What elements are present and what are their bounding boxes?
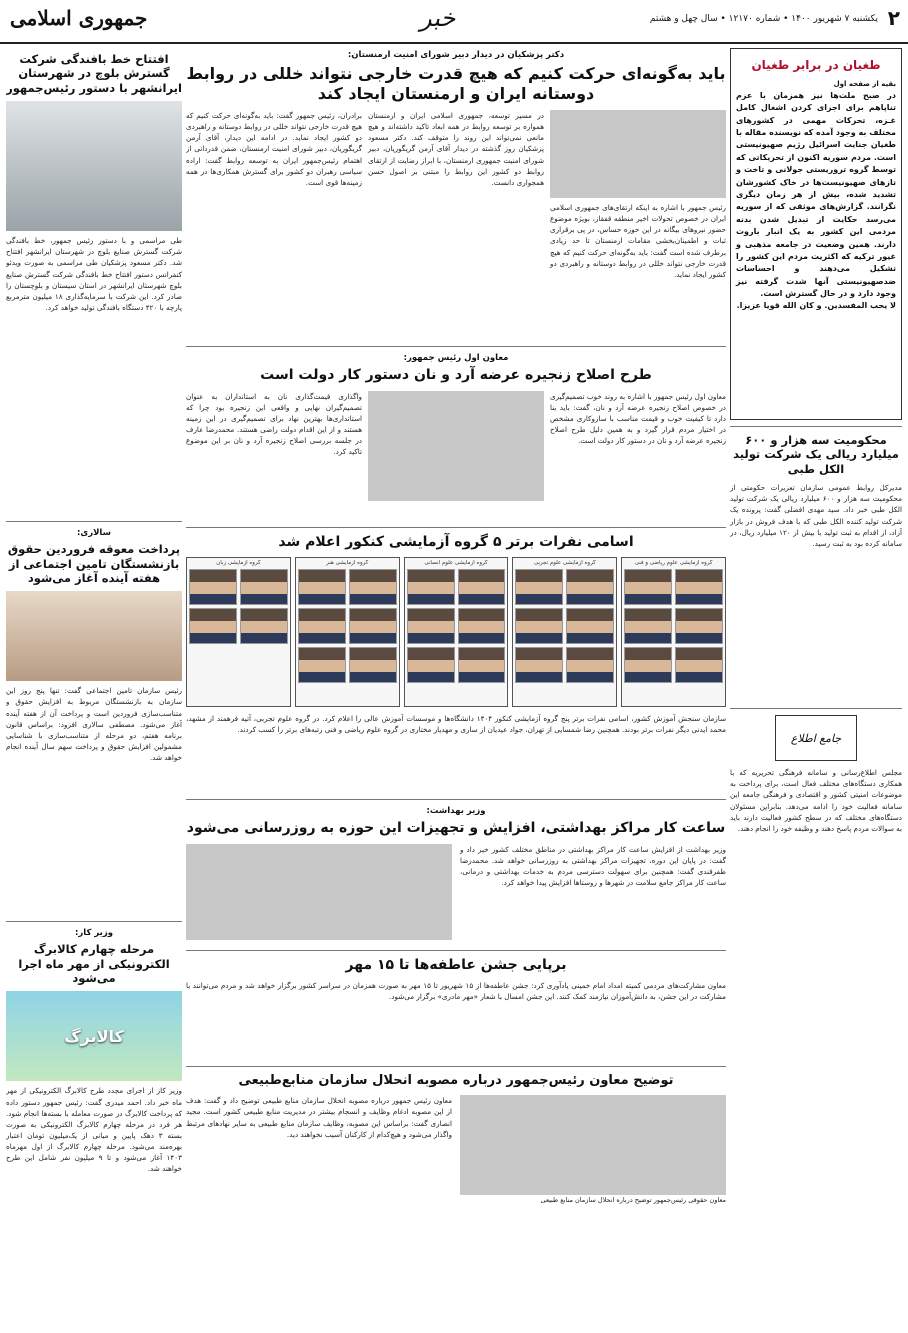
konkur-text: سازمان سنجش آموزش کشور، اسامی نفرات برتر پنج گروه آزمایشی کنکور ۱۴۰۴ دانشگاه‌ها و موسسات آموزش عالی را اعلام کرد. در گروه علوم تجربی، آتیه فرهمند از مشهد، محمد ایدنی دیگر نفرات برتر بودند. همچنین رضا شمسایی از تهران، جواد عیدیان از ساری و مهدیار مختاری در گروه علوم ریاضی و فنی رتبه‌های برتر را کسب کردند. xyxy=(186,714,726,735)
factory-headline: افتتاح خط بافندگی شرکت گسترش بلوچ در شهرستان ایرانشهر با دستور رئیس‌جمهور xyxy=(6,52,182,95)
konkur-table xyxy=(621,557,726,707)
section-title: خبر xyxy=(420,4,456,32)
main-text-c: برادران، رئیس جمهور گفت: باید به‌گونه‌ای حرکت کنیم که هیچ قدرت خارجی نتواند خللی در روابط دوستانه و راهبردی دو کشور ایجاد نماید. در ادامه این دیدار، آقای آرمن گریگوریان، دبیر شورای امنیت ارمنستان، ضمن قدردانی از اهتمام رئیس‌جمهور ایران به توسعه روابط گفت: اراده سیاسی رهبران دو کشور برای گسترش همکاری‌ها در همه زمینه‌ها قوی است. xyxy=(186,111,362,187)
right-column xyxy=(730,48,902,1328)
editorial-title: طغیان در برابر طغیان xyxy=(751,58,881,72)
bread-text-b: واگذاری قیمت‌گذاری نان به استانداران به عنوان تصمیم‌گیران نهایی و واقعی این زنجیره بود چرا که استانداری‌ها بهترین نهاد برای تصمیم‌گیری در این زمینه هستند و از این اقدام دولت راضی هستند. محمدرضا عارف در جلسه بررسی اصلاح زنجیره آرد و نان بر این موضوع تاکید کرد. xyxy=(186,391,362,457)
konkur-table-title: گروه آزمایشی زبان xyxy=(216,560,261,566)
bread-headline: طرح اصلاح زنجیره عرضه آرد و نان دستور کار دولت است xyxy=(260,367,652,383)
pension-photo xyxy=(6,591,182,681)
konkur-table-title: گروه آزمایشی علوم انسانی xyxy=(424,560,488,566)
konkur-table-title: گروه آزمایشی هنر xyxy=(326,560,369,566)
kalabarg-photo xyxy=(6,991,182,1081)
middle-column xyxy=(186,48,726,1328)
atefeha-text: معاون مشارکت‌های مردمی کمیته امداد امام خمینی یادآوری کرد: جشن عاطفه‌ها از ۱۵ شهریور تا ۱۵ مهر به صورت همزمان در سراسر کشور برگزار خواهد شد و مردم می‌توانند با مشارکت در این جشن، به دانش‌آموزان نیازمند کمک کنند. این جشن امسال با شعار «مهر مادری» برگزار می‌شود. xyxy=(186,981,726,1002)
news-info-text: مجلس اطلاع‌رسانی و سامانه فرهنگی تحریریه که با همکاری دستگاه‌های مختلف فعال است، برای پرداخت به موضوعات امنیتی کشور و اقتصادی و فرهنگی جامعه این سامانه فعالیت خود را ادامه می‌دهد. بنابراین مسئولان دستگاه‌های مختلف که در سطح کشور فعالیت دارند باید به سوالات مردم پاسخ دهند و وظیفه خود را انجام دهند. xyxy=(730,768,902,833)
ansari-photo xyxy=(460,1095,726,1195)
konkur-table xyxy=(186,557,291,707)
minister-photo xyxy=(186,844,452,940)
atefeha-headline: برپایی جشن عاطفه‌ها تا ۱۵ مهر xyxy=(345,956,567,973)
newspaper-logo: جمهوری اسلامی xyxy=(10,6,148,30)
pension-text: رئیس سازمان تامین اجتماعی گفت: تنها پنج روز این سازمان به بازنشستگان مربوط به افزایش حقوق و متناسب‌سازی فروردین است و پرداخت آن از هفته آینده آغاز می‌شود. مصطفی سالاری افزود: براساس قانون برنامه هفتم، دو مرحله از متناسب‌سازی با شناسایی مشمولین افزایش حقوق و پرداخت سهم سال آینده انجام خواهد شد. xyxy=(6,686,182,763)
main-kicker: دکتر پزشکیان در دیدار دبیر شورای امنیت ارمنستان: xyxy=(347,50,565,60)
pension-headline: پرداخت معوقه فروردین حقوق بازنشستگان تامین اجتماعی از هفته آینده آغاز می‌شود xyxy=(7,542,181,585)
main-text-b: در مسیر توسعه، جمهوری اسلامی ایران و ارمنستان همواره بر توسعه روابط در همه ابعاد تاکید داشته‌اند و هیچ مانعی نمی‌تواند این روند را متوقف کند. دکتر مسعود پزشکیان روز گذشته در دیدار آقای آرمن گریگوریان، دبیر شورای امنیت جمهوری ارمنستان، با ابراز رضایت از ارتقای روابط دو کشور این روابط را مبتنی بر اصول حسن همجواری دانست. xyxy=(368,111,544,187)
main-headline: باید به‌گونه‌ای حرکت کنیم که هیچ قدرت خارجی نتواند خللی در روابط دوستانه ایران و ارمنستان ایجاد کند xyxy=(186,64,726,103)
konkur-table-title: گروه آزمایشی علوم ریاضی و فنی xyxy=(634,560,713,566)
left-column xyxy=(6,48,182,1328)
natural-resources-text: معاون رئیس جمهور درباره مصوبه انحلال سازمان منابع طبیعی توضیح داد و گفت: هدف از این مصوبه ادغام وظایف و انسجام بیشتر در مدیریت منابع طبیعی کشور است. مجید انصاری گفت: براساس این مصوبه، وظایف سازمان منابع طبیعی به سایر نهادهای مرتبط واگذار می‌شود و هیچ‌کدام از کارکنان آسیب نخواهند دید. xyxy=(186,1096,452,1139)
editorial-end: لا یحب المفسدین. و کان الله قویا عزیزا. xyxy=(736,301,896,311)
ansari-caption: معاون حقوقی رئیس‌جمهور توضیح درباره انحلال سازمان منابع طبیعی xyxy=(540,1196,726,1205)
logo-box: جامع اطلاع xyxy=(775,715,857,761)
konkur-headline: اسامی نفرات برتر ۵ گروه آزمایشی کنکور اعلام شد xyxy=(278,533,634,550)
konkur-table xyxy=(512,557,617,707)
date-line: یکشنبه ۷ شهریور ۱۴۰۰ • شماره ۱۲۱۷۰ • سال چهل و هشتم xyxy=(649,14,878,24)
factory-text: طی مراسمی و با دستور رئیس جمهور، خط بافندگی شرکت گسترش صنایع بلوچ در شهرستان ایرانشهر افتتاح شد. دکتر مسعود پزشکیان طی مراسمی به صورت ویدئو کنفرانس دستور افتتاح خط بافندگی شرکت گسترش صنایع بلوچ شهرستان ایرانشهر در استان سیستان و بلوچستان را صادر کرد. این شرکت با سرمایه‌گذاری ۱۸ میلیون مترمربع پارچه با ۴۲۰ دستگاه بافندگی تولید خواهد کرد. xyxy=(6,236,182,313)
bread-text-a: معاون اول رئیس جمهور با اشاره به روند خوب تصمیم‌گیری در خصوص اصلاح زنجیره عرضه آرد و نان، گفت: باید بنا دارد تا کیفیت خوب و قیمت مناسب با سازوکاری مشخص در اختیار مردم قرار گیرد و به همین دلیل طرح اصلاح زنجیره عرضه آرد و نان در دستور کار دولت است. xyxy=(550,391,726,446)
natural-resources-headline: توضیح معاون رئیس‌جمهور درباره مصوبه انحلال سازمان منابع‌طبیعی xyxy=(238,1073,674,1088)
konkur-table-title: گروه آزمایشی علوم تجربی xyxy=(533,560,596,566)
konkur-table xyxy=(404,557,509,707)
health-headline: ساعت کار مراکز بهداشتی، افزایش و تجهیزات این حوزه به روزرسانی می‌شود xyxy=(186,820,726,836)
news-alcohol-title: محکومیت سه هزار و ۶۰۰ میلیارد ریالی یک شرکت تولید الکل طبی xyxy=(733,433,899,476)
bread-kicker: معاون اول رئیس جمهور: xyxy=(403,353,509,363)
kalabarg-kicker: وزیر کار: xyxy=(74,928,114,939)
editorial-text: در صبح ملت‌ها نیز همزمان با عزم تناپاهم برای اجرای کردن اشغال کامل غـزه، تحرکات مهمی در کشورهای مختلف به وجود آمده که نویسنده مقاله با طغیان جنایت اسرائیل رژیم صهیونیستی است. مردم سوریه اکنون از تحریکاتی که توسط گروه تروریستی جولانی و تاخت و تازهای صهیونیست‌ها در خاک کشورشان تشدید شده، بیش از هر زمان دیگری نگرانند. گزارش‌های موثقی که از سوریه می‌رسد حکایت از تبدیل شدن بدنه مردمی این کشور به یک انبار باروت دارند. همین وضعیت در جامعه مذهبی و غیور ترکیه که اکثریت مردم این کشور را تشکیل می‌دهند و احساسات ضدصهیونیستی آنها شدت گرفته نیز وجود دارد و در حال گسترش است. xyxy=(736,90,896,299)
masthead xyxy=(0,0,908,44)
editorial-box xyxy=(730,48,902,420)
editorial-subtitle: بقیه از صفحه اول xyxy=(833,80,896,88)
health-kicker: وزیر بهداشت: xyxy=(426,806,486,816)
meeting-photo xyxy=(550,110,726,198)
factory-photo xyxy=(6,101,182,231)
konkur-tables xyxy=(186,557,726,707)
konkur-table xyxy=(295,557,400,707)
news-alcohol-text: مدیرکل روابط عمومی سازمان تعزیرات حکومتی از محکومیت سه هزار و ۶۰۰ میلیارد ریالی یک شرکت تولید الکل طبی خبر داد. سید مهدی افضلی گفت: پرونده یک شرکت تولید کننده الکل طبی که با هدف فروش در بازار آزاد، از اقدام به ثبت تولید با بیش از ۱۲۰ میلیارد ریال، در سامانه کرده بود به ثبت رسید. xyxy=(730,483,902,548)
kalabarg-label: کالابرگ xyxy=(64,1026,124,1046)
bread-meeting-photo xyxy=(368,391,544,501)
kalabarg-text: وزیر کار از اجرای مجدد طرح کالابرگ الکترونیکی از مهر ماه خبر داد. احمد میدری گفت: رئیس جمهور دستور داده که پرداخت کالابرگ در صورت معامله با بسته‌ها انجام شود. هر فرد در مرحله چهارم کالابرگ الکترونیکی به صورت بسته ۳ دهک پایین و میانی از یک‌میلیون تومان اعتبار بهره‌مند می‌شود. مرحله چهارم کالابرگ از اول مهرماه ۱۴۰۳ آغاز می‌شود و تا ۹ میلیون نفر شامل این طرح خواهند شد. xyxy=(6,1086,182,1174)
pension-kicker: سالاری: xyxy=(77,528,111,539)
health-text: وزیر بهداشت از افزایش ساعت کار مراکز بهداشتی در مناطق مختلف کشور خبر داد و گفت: در پایان این دوره، تجهیزات مراکز بهداشتی به روزرسانی خواهد شد. محمدرضا ظفرقندی گفت: همچنین برای سهولت دسترسی مردم به خدمات بهداشتی و درمانی، ساعت کار مراکز جامع سلامت در شهرها و روستاها افزایش پیدا خواهد کرد. xyxy=(460,844,726,887)
kalabarg-headline: مرحله چهارم کالابرگ الکترونیکی از مهر ماه اجرا می‌شود xyxy=(18,942,170,985)
page-number: ۲ xyxy=(887,6,900,30)
main-text-a: رئیس جمهور با اشاره به اینکه ارتقای‌های جمهوری اسلامی ایران در خصوص تحولات اخیر منطقه قفقاز، بویژه موضوع حضور نیروهای بیگانه در این حوزه حساس، در پی برقراری ثبات و اطمینان‌بخشی مقامات ارمنستان تا حد زیادی برطرف شده است گفت: باید به‌گونه‌ای حرکت کنیم که هیچ قدرت خارجی نتواند خللی در روابط دوستانه و راهبردی دو کشور ایجاد نماید. xyxy=(550,203,726,279)
